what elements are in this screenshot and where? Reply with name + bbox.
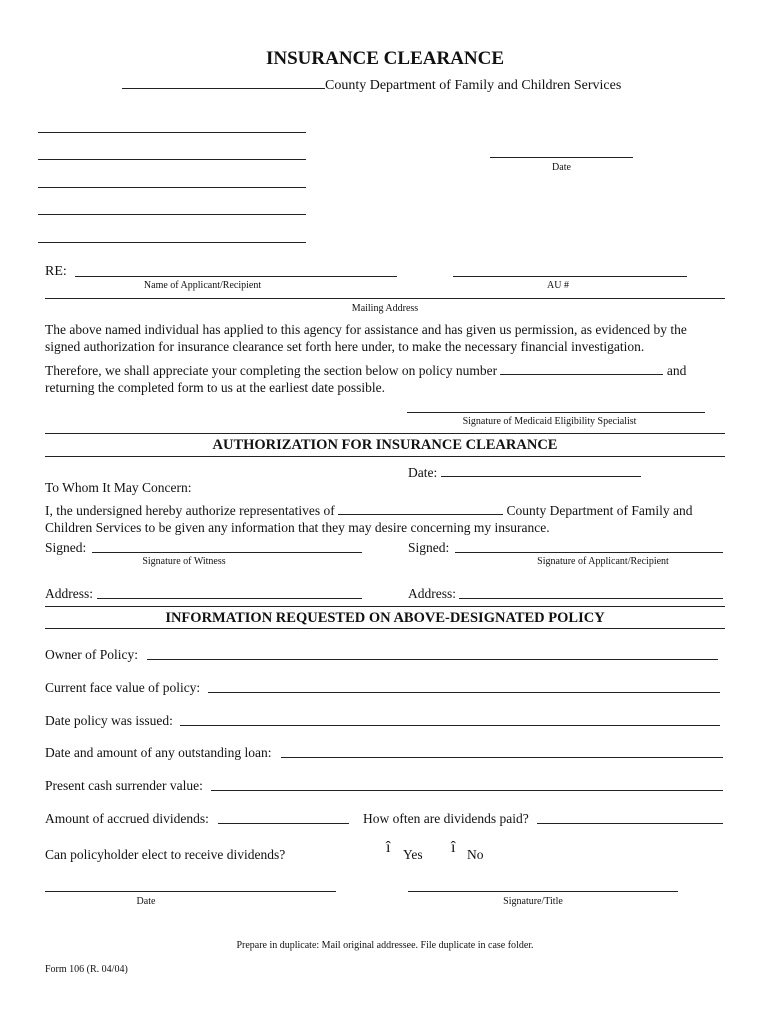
county-blank[interactable]: [122, 74, 325, 89]
divider: [45, 456, 725, 457]
to-whom: To Whom It May Concern:: [45, 480, 192, 495]
signed-label-applicant: Signed:: [408, 540, 450, 555]
address-line-4[interactable]: [38, 214, 306, 215]
cash-value-field[interactable]: [211, 790, 723, 791]
applicant-signature-line[interactable]: [455, 552, 723, 553]
divider: [45, 606, 725, 607]
footer-note: Prepare in duplicate: Mail original addressee. File duplicate in case folder.: [236, 940, 534, 951]
au-caption: AU #: [547, 280, 569, 291]
face-value-label: Current face value of policy:: [45, 680, 201, 695]
page-title: INSURANCE CLEARANCE: [265, 48, 505, 69]
loan-field[interactable]: [281, 757, 723, 758]
authorization-text: I, the undersigned hereby authorize representatives of County Department of Family and Children Services to be given any information that they may desire concerning my insurance.: [45, 500, 725, 536]
cash-value-label: Present cash surrender value:: [45, 778, 203, 793]
yes-checkbox[interactable]: î: [386, 839, 391, 856]
how-often-field[interactable]: [537, 823, 723, 824]
specialist-signature-line[interactable]: [407, 412, 705, 413]
mailing-address-line[interactable]: [45, 298, 725, 299]
auth-heading: AUTHORIZATION FOR INSURANCE CLEARANCE: [212, 437, 558, 453]
owner-field[interactable]: [147, 659, 718, 660]
re-label: RE:: [45, 264, 67, 279]
applicant-name-line[interactable]: [75, 276, 397, 277]
no-label: No: [467, 847, 484, 862]
applicant-sig-caption: Signature of Applicant/Recipient: [537, 556, 669, 567]
applicant-address-line[interactable]: [459, 598, 723, 599]
divider: [45, 628, 725, 629]
address-line-5[interactable]: [38, 242, 306, 243]
date-issued-field[interactable]: [180, 725, 720, 726]
how-often-label: How often are dividends paid?: [363, 811, 529, 826]
no-checkbox[interactable]: î: [451, 839, 456, 856]
date-line[interactable]: [490, 157, 633, 158]
info-heading: INFORMATION REQUESTED ON ABOVE-DESIGNATED POLICY: [165, 610, 605, 626]
auth-date-blank[interactable]: [441, 462, 641, 477]
address-label-applicant: Address:: [408, 586, 456, 601]
divider: [45, 433, 725, 434]
address-line-2[interactable]: [38, 159, 306, 160]
address-line-3[interactable]: [38, 187, 306, 188]
witness-signature-line[interactable]: [92, 552, 362, 553]
accrued-label: Amount of accrued dividends:: [45, 811, 209, 826]
accrued-field[interactable]: [218, 823, 349, 824]
witness-caption: Signature of Witness: [142, 556, 226, 567]
intro-paragraph: The above named individual has applied to this agency for assistance and has given us permission, as evidenced by the signed authorization for insurance clearance set forth here under, to make the necessary financial investigation.: [45, 322, 687, 354]
policy-paragraph: Therefore, we shall appreciate your completing the section below on policy number and returning the completed form to us at the earliest date possible.: [45, 360, 725, 396]
loan-label: Date and amount of any outstanding loan:: [45, 745, 272, 760]
elect-label: Can policyholder elect to receive dividends?: [45, 847, 286, 862]
bottom-date-caption: Date: [136, 896, 156, 907]
au-line[interactable]: [453, 276, 687, 277]
face-value-field[interactable]: [208, 692, 720, 693]
date-caption: Date: [552, 162, 571, 173]
county-header: County Department of Family and Children Services: [122, 74, 621, 94]
applicant-caption: Name of Applicant/Recipient: [143, 280, 262, 291]
date-issued-label: Date policy was issued:: [45, 713, 173, 728]
signature-title-line[interactable]: [408, 891, 678, 892]
address-label-witness: Address:: [45, 586, 93, 601]
yes-label: Yes: [403, 847, 423, 862]
signed-label-witness: Signed:: [45, 540, 87, 555]
address-line-1[interactable]: [38, 132, 306, 133]
bottom-date-line[interactable]: [45, 891, 336, 892]
witness-address-line[interactable]: [97, 598, 362, 599]
form-number: Form 106 (R. 04/04): [45, 964, 128, 975]
policy-number-blank[interactable]: [500, 360, 663, 375]
mailing-caption: Mailing Address: [351, 303, 419, 314]
county-name-blank[interactable]: [338, 500, 503, 515]
auth-date-field: Date:: [408, 462, 641, 481]
specialist-caption: Signature of Medicaid Eligibility Specialist: [462, 416, 637, 427]
signature-title-caption: Signature/Title: [503, 896, 563, 907]
owner-label: Owner of Policy:: [45, 647, 138, 662]
